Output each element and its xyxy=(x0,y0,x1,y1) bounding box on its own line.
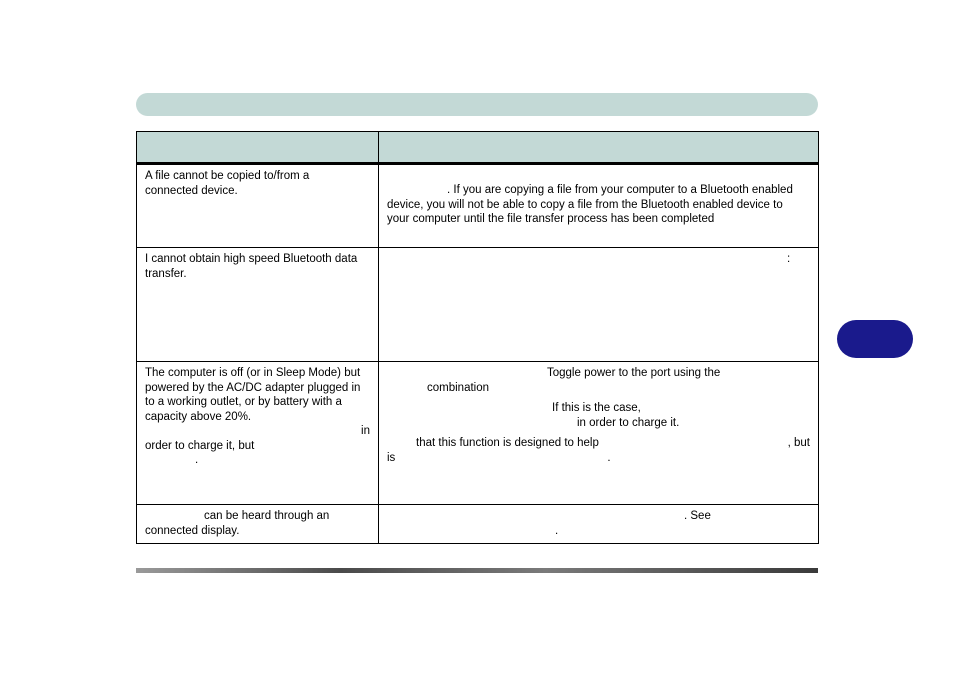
table-header-row xyxy=(137,132,819,164)
solution-line: in order to charge it. xyxy=(577,416,680,429)
table-row xyxy=(137,362,819,505)
solution-line: that this function is designed to help , but xyxy=(416,437,810,449)
problem-line: capacity above 20%. xyxy=(145,410,252,423)
problem-line: powered by the AC/DC adapter plugged in xyxy=(145,381,361,394)
solution-line: . If you are copying a file from your computer to a Bluetooth enabled xyxy=(447,184,793,196)
problem-line: I cannot obtain high speed Bluetooth data xyxy=(145,253,358,265)
chapter-tab xyxy=(837,320,913,358)
problem-line: order to charge it, but xyxy=(145,439,255,452)
table-row xyxy=(137,505,819,544)
problem-cell xyxy=(137,164,379,248)
solution-column-header xyxy=(379,132,819,164)
problem-line: connected display. xyxy=(145,524,240,537)
solution-cell xyxy=(379,164,819,248)
chapter-header-bar xyxy=(136,93,818,116)
problem-cell xyxy=(137,362,379,505)
solution-line: device, you will not be able to copy a file from the Bluetooth enabled device to xyxy=(387,198,783,211)
problem-line: connected device. xyxy=(145,184,238,197)
problem-line: A file cannot be copied to/from a xyxy=(145,170,310,182)
solution-line: combination xyxy=(427,381,490,394)
solution-line: Toggle power to the port using the xyxy=(547,367,721,379)
solution-line: . xyxy=(555,524,559,537)
solution-cell xyxy=(379,248,819,362)
table-row xyxy=(137,248,819,362)
problem-line: The computer is off (or in Sleep Mode) but xyxy=(145,367,361,379)
footer-rule xyxy=(136,568,818,573)
solution-line: : xyxy=(787,253,791,265)
solution-line: your computer until the file transfer process has been completed xyxy=(387,213,715,225)
problem-line: can be heard through an xyxy=(204,510,330,522)
problem-line: in xyxy=(361,425,370,437)
solution-cell xyxy=(379,505,819,544)
problem-line: transfer. xyxy=(145,267,187,280)
solution-cell xyxy=(379,362,819,505)
table-row xyxy=(137,164,819,248)
problem-cell xyxy=(137,505,379,544)
solution-line: If this is the case, xyxy=(552,402,641,414)
troubleshooting-table xyxy=(136,131,819,544)
problem-line: . xyxy=(195,454,199,466)
problem-column-header xyxy=(137,132,379,164)
problem-cell xyxy=(137,248,379,362)
problem-line: to a working outlet, or by battery with a xyxy=(145,396,342,408)
solution-line: . See xyxy=(684,510,711,522)
solution-line: is . xyxy=(387,451,611,464)
